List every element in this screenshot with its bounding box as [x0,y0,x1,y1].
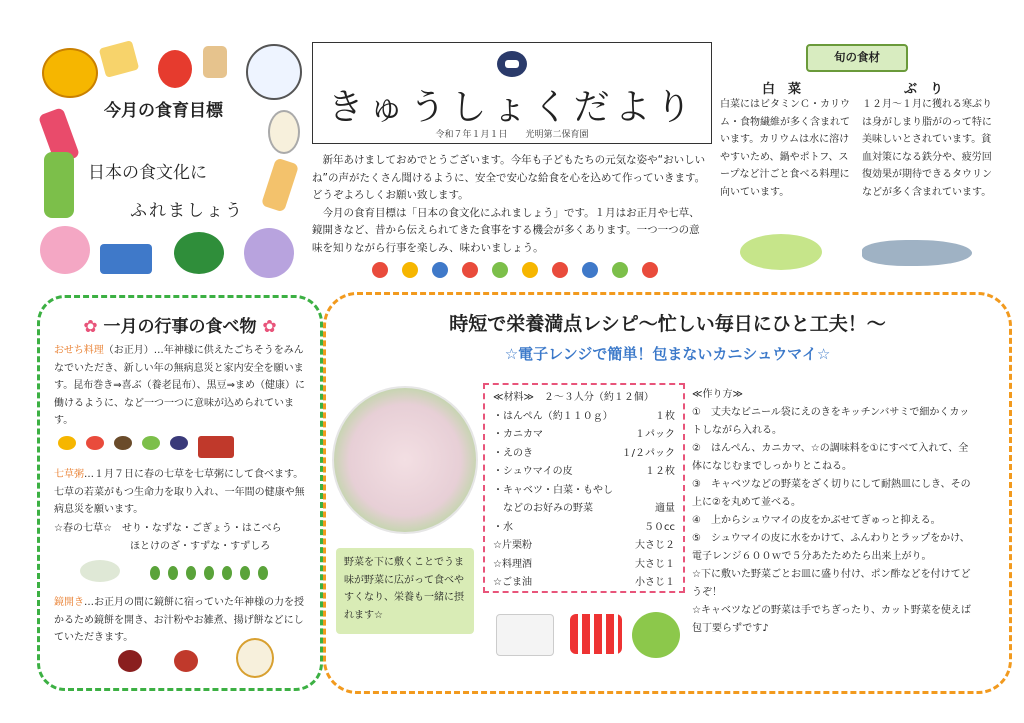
steps-block [692,386,974,638]
title-box [312,42,712,144]
haru-line-1: せり・なずな・ごぎょう・はこべら [121,523,282,534]
elephant-illustration [244,228,294,278]
ingredient-row [493,463,675,482]
goal-line-2: ふれましょう [130,201,244,221]
kanikama-image [570,614,622,654]
osechi-food-icon [142,436,160,450]
intro-paragraph-2: 今月の食育目標は「日本の食文化にふれましょう」です。１月はお正月や七草、鏡開きなど、昔から伝えられてきた食事をする機会が多くあります。一つ一つの意味を知りながら行事を楽しみ、味わいましょう。 [312,206,700,254]
ornament-icon [462,262,478,278]
ornament-icon [582,262,598,278]
kagami-block [54,594,306,647]
nanakusa-text: …１月７日に春の七草を七草粥にして食べます。七草の若菜がもつ生命力を取り入れ、一年間の健康や無病息災を願います。 [54,469,305,515]
ingredient-row [493,574,675,593]
ingredient-qty: １２枚 [645,466,675,477]
ingredient-name: ☆料理酒 [493,558,532,570]
kagami-mochi-icon [236,638,274,678]
hakusai-image [740,234,822,270]
nanakusa-term: 七草粥 [54,469,84,480]
ingredient-row [493,426,675,445]
ingredient-qty: ５０cc [644,521,675,533]
steps-title: ≪作り方≫ [692,389,743,400]
ornament-icon [492,262,508,278]
hagoita-right-illustration [261,158,299,213]
seasonal-tag: 旬の食材 [806,44,908,72]
ingredient-name: ・キャベツ・白菜・もやし [493,484,613,496]
page-title: きゅうしょくだより [327,87,697,128]
osechi-food-icon [58,436,76,450]
haru-nanakusa-line-1 [54,520,310,538]
recipe-subheading: ☆電子レンジで簡単！包まないカニシュウマイ☆ [504,345,831,363]
osechi-food-icon [86,436,104,450]
ingredients-box [483,383,685,593]
nanakusa-block [54,466,306,519]
lion-dance-illustration [42,48,98,98]
ingredient-row [493,445,675,464]
herb-icon [258,566,268,580]
herb-icon [168,566,178,580]
herb-icon [186,566,196,580]
ingredient-name: ・水 [493,521,513,533]
ingredient-row [493,556,675,575]
recipe-step: ② はんぺん、カニカマ、☆の調味料を①にすべて入れて、全体になじむまでしっかりとこねる。 [692,443,969,472]
jubako-icon [198,436,234,458]
shumai-photo [332,386,478,534]
events-heading [60,312,300,337]
osechi-block [54,342,306,430]
flower-icon: ✿ [262,317,277,337]
ingredient-qty: １枚 [655,410,675,422]
ingredient-row [493,537,675,556]
ingredient-name: ・はんぺん（約１１０ｇ） [493,410,613,422]
ornament-icon [522,262,538,278]
tip-2: ☆キャベツなどの野菜は手でちぎったり、カット野菜を使えば包丁要らずです♪ [692,605,971,634]
herb-icon [240,566,250,580]
ingredient-list [493,408,675,593]
ingredient-qty: 大さじ１ [635,558,675,570]
recipe-heading: 時短で栄養満点レシピ～忙しい毎日にひと工夫！～ [449,313,886,335]
mallet-illustration [203,46,227,78]
buri-title: ぶ り [904,82,944,97]
ingredient-row [493,408,675,427]
ingredient-row [493,500,675,519]
ingredient-qty: 適量 [655,503,675,514]
recipe-note-text: 野菜を下に敷くことでうま味が野菜に広がって食べやすくなり、栄養も一緒に摂れます☆ [344,557,464,621]
kite-illustration [99,40,140,78]
soup-bowl-icon [118,650,142,672]
herb-icon [222,566,232,580]
herbs-icons-row [150,566,290,582]
flower-icon: ✿ [83,317,98,337]
shishi-mask-illustration [174,232,224,274]
hakusai-text: 白菜にはビタミンＣ・カリウム・食物繊維が多く含まれています。カリウムは水に溶けやすいため、鍋やポトフ、スープなど汁ごと食べる料理に向いています。 [720,99,850,198]
haru-label: ☆春の七草☆ [54,523,112,534]
recipe-step: ④ 上からシュウマイの皮をかぶせてぎゅっと抑える。 [692,515,941,526]
zoni-bowl-icon [174,650,198,672]
ingredient-name: ・カニカマ [493,429,543,440]
ornament-icon [372,262,388,278]
ingredient-qty: １パック [635,429,675,440]
ingredient-qty: １/２パック [621,447,675,459]
materials-title: ≪材料≫ ２～３人分（約１２個） [493,392,654,403]
hakusai-title: 白 菜 [762,82,802,97]
recipe-step: ① 丈夫なビニール袋にえのきをキッチンバサミで細かくカットしながら入れる。 [692,407,970,436]
ornament-icon [642,262,658,278]
daruma-illustration [158,50,192,88]
kagami-term: 鏡開き [54,597,84,608]
issue-date: 令和７年１月１日 光明第二保育園 [435,130,589,140]
nursery-logo-icon [497,51,527,77]
osechi-text: （お正月）…年神様に供えたごちそうをみんなでいただき、新しい年の無病息災と家内安全を願います。昆布巻き⇒喜ぶ（養老昆布）、黒豆⇒まめ（健康）に働けるように、など一つ一つに意味が込められています。 [54,345,305,426]
herb-icon [150,566,160,580]
ingredient-row [493,519,675,538]
osechi-icons-row [58,436,288,458]
ingredient-row [493,482,675,501]
mount-fuji-illustration [100,244,152,274]
kagami-mochi-illustration [268,110,300,154]
ingredient-name: などのお好みの野菜 [493,503,593,514]
recipe-note [336,548,474,634]
ingredient-name: ・シュウマイの皮 [493,466,573,477]
step-list [692,404,974,566]
events-heading-text: 一月の行事の食べ物 [103,317,257,337]
intro-paragraph-1: 新年あけましておめでとうございます。今年も子どもたちの元気な姿や“おいしいね”の声がたくさん聞けるように、安全で安心な給食を心を込めて作っていきます。どうぞよろしくお願い致します。 [312,154,706,201]
goal-line-1: 日本の食文化に [88,163,207,183]
kadomatsu-illustration [44,152,74,218]
herb-icon [204,566,214,580]
ornament-icon [612,262,628,278]
ornament-icon [432,262,448,278]
pig-illustration [40,226,90,274]
ornament-icon [552,262,568,278]
dog-illustration [246,44,302,100]
buri-text: １２月～１月に獲れる寒ぶりは身がしまり脂がのって特に美味しいとされています。貧血対策になる鉄分や、疲労回復効果が期待できるタウリンなどが多く含まれています。 [862,99,992,198]
recipe-step: ⑤ シュウマイの皮に水をかけて、ふんわりとラップをかけ、電子レンジ６００ｗで５分あたためたら出来上がり。 [692,533,970,562]
tip-1: ☆下に敷いた野菜ごとお皿に盛り付け、ポン酢などを付けてどうぞ！ [692,569,971,598]
buri-fish-image [862,240,972,266]
recipe-step: ③ キャベツなどの野菜をざく切りにして耐熱皿にしき、その上に②を丸めて並べる。 [692,479,971,508]
hanpen-image [496,614,554,656]
nanakusa-bowl-image [80,560,120,582]
kagami-text: …お正月の間に鏡餅に宿っていた年神様の力を授かるため鏡餅を開き、お汁粉やお雑煮、揚げ餅などにしていただきます。 [54,597,304,643]
cabbage-image [632,612,680,658]
ingredient-name: ☆ごま油 [493,577,532,588]
osechi-term: おせち料理 [54,345,104,356]
new-year-icons-row [372,262,672,280]
ingredient-name: ☆片栗粉 [493,540,532,551]
ingredient-name: ・えのき [493,447,533,459]
ingredient-qty: 大さじ２ [635,540,675,551]
osechi-food-icon [114,436,132,450]
intro-text [312,152,710,257]
ornament-icon [402,262,418,278]
events-section [37,295,323,691]
haru-nanakusa-line-2: ほとけのざ・すずな・すずしろ [130,541,271,552]
ingredient-qty: 小さじ１ [635,577,675,588]
goal-heading: 今月の食育目標 [104,101,223,121]
osechi-food-icon [170,436,188,450]
